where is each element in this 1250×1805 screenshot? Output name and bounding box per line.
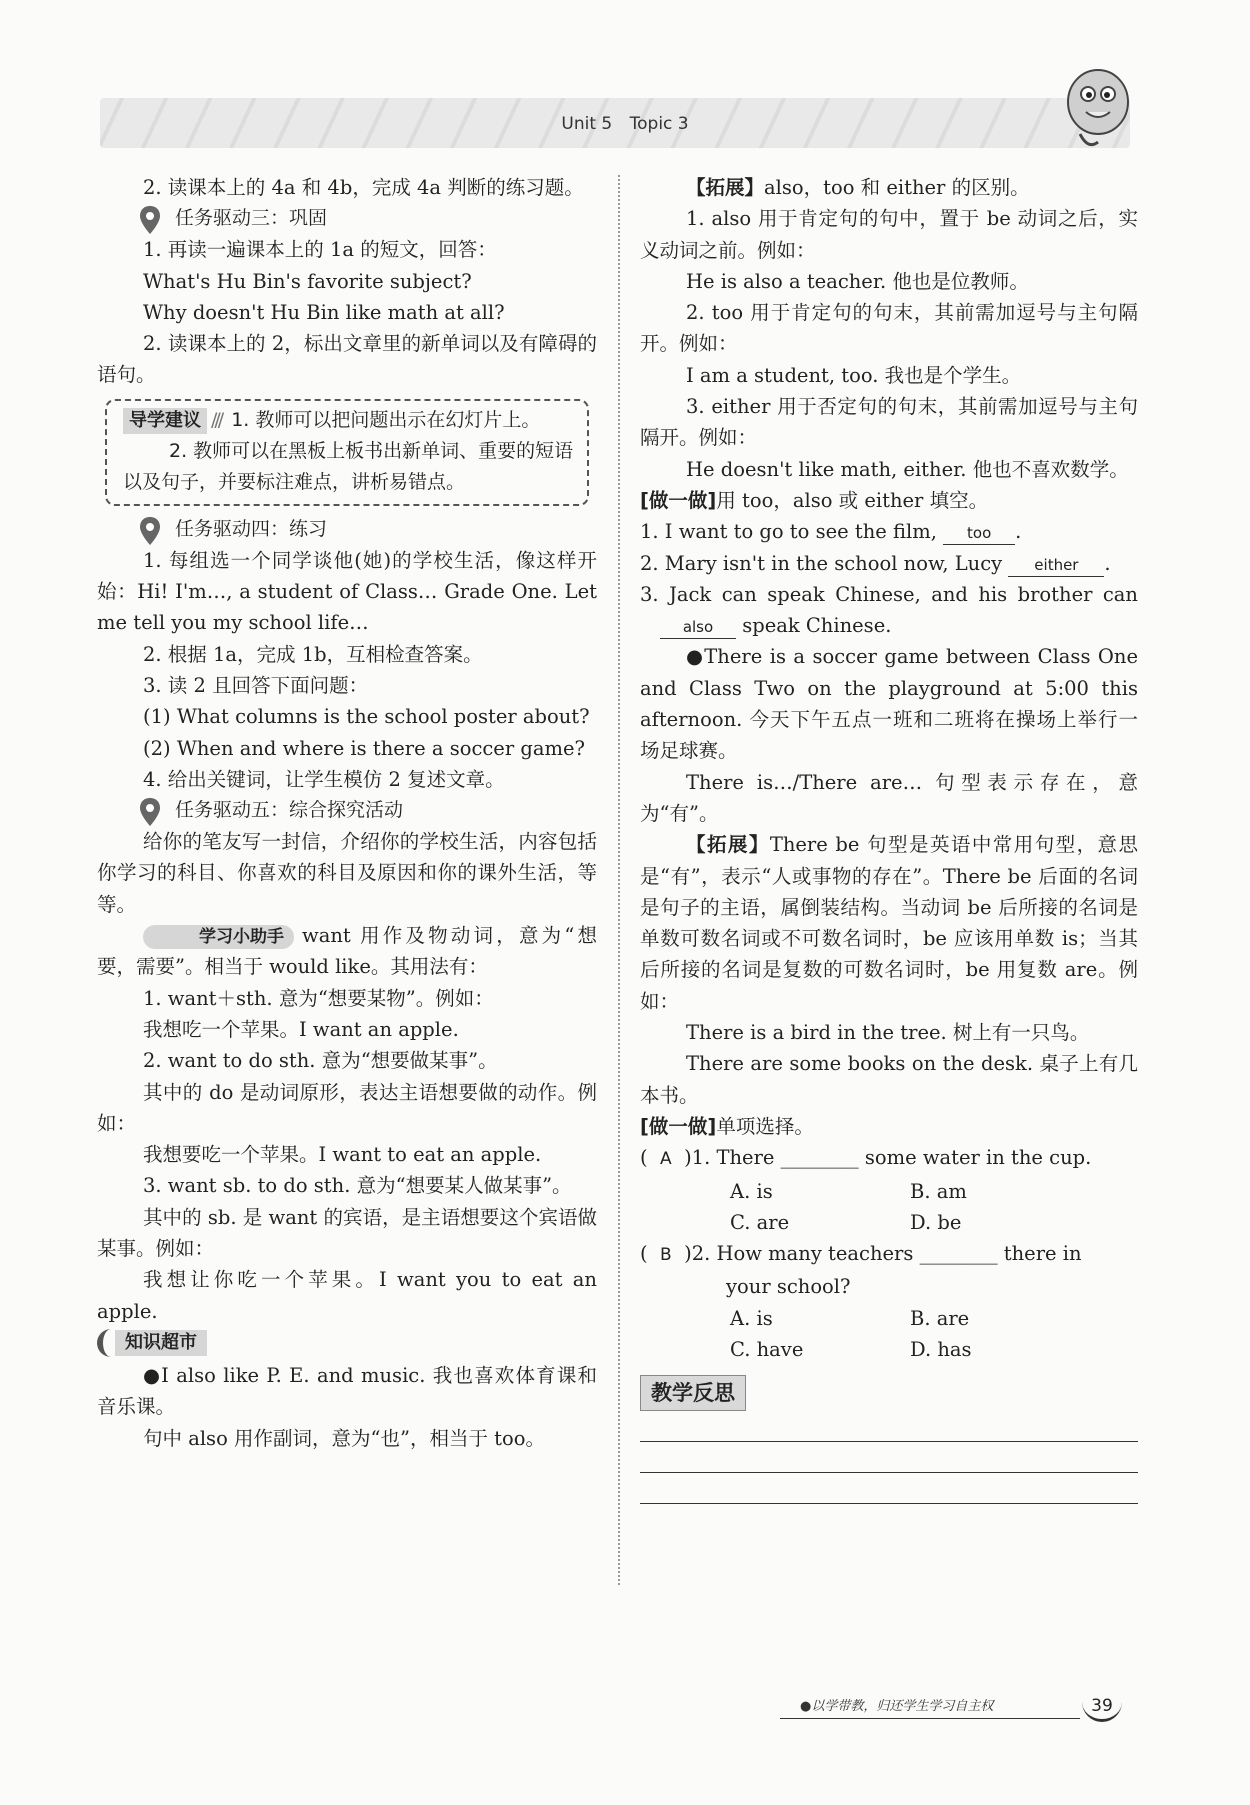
ext-title: also，too 和 either 的区别。	[764, 176, 1030, 199]
guide-tip-1: 1. 教师可以把问题出示在幻灯片上。	[231, 408, 541, 431]
choice-q1-options-row1	[640, 1176, 1138, 1207]
choice-q2-option-a: A. is	[730, 1306, 773, 1330]
helper-intro: want 用作及物动词，意为“想要，需要”。相当于 would like。其用法有：	[97, 924, 597, 979]
fill-q2-text: 2. Mary isn't in the school now, Lucy	[640, 551, 1009, 575]
ext-too: 2. too 用于肯定句的句末，其前需加逗号与主句隔开。例如：	[640, 301, 1138, 356]
ext-either: 3. either 用于否定句的句末，其前需加逗号与主句隔开。例如：	[640, 395, 1138, 450]
task-5-title: 任务驱动五：综合探究活动	[175, 799, 404, 822]
t4-item-2: 2. 根据 1a，完成 1b，互相检查答案。	[143, 642, 483, 666]
t4-item-3a: (1) What columns is the school poster about?	[143, 705, 590, 729]
helper-tag: 学习小助手	[143, 925, 294, 949]
fill-question-1: 1. I want to go to see the film, too .	[640, 520, 1022, 544]
choice-q1-option-a: A. is	[730, 1179, 773, 1203]
fill-q1-text: 1. I want to go to see the film,	[640, 520, 944, 544]
ext-also-example: He is also a teacher. 他也是位教师。	[686, 269, 1029, 293]
location-pin-icon	[139, 516, 161, 546]
reflection-line-1	[640, 1441, 1138, 1442]
helper-8: 其中的 sb. 是 want 的宾语，是主语想要这个宾语做某事。例如：	[97, 1205, 597, 1261]
soccer-sentence: ●There is a soccer game between Class One and Class Two on the playground at 5:00 this afternoon. 今天下午五点一班和二班将在操场上举行一场足球赛。	[640, 645, 1138, 763]
footer-line	[780, 1718, 1080, 1719]
topic-label: Topic 3	[629, 114, 689, 134]
choice-q2-text-line2: your school?	[726, 1275, 851, 1299]
task-4-title: 任务驱动四：练习	[175, 517, 328, 540]
exercise-2-tag: [做一做]	[640, 1114, 717, 1138]
choice-q2-options-row1	[640, 1303, 1138, 1334]
task-heading-5	[97, 795, 597, 826]
exercise-2-heading	[640, 1111, 1138, 1142]
location-pin-icon	[139, 797, 161, 827]
fill-question-3-line2	[640, 610, 1138, 641]
fill-q3-answer: also	[660, 616, 736, 639]
left-column	[97, 172, 597, 1454]
t3-item-1: 1. 再读一遍课本上的 1a 的短文，回答：	[143, 238, 497, 262]
t3-question-1: What's Hu Bin's favorite subject?	[143, 269, 472, 293]
task-heading-3	[97, 203, 597, 234]
t5-text: 给你的笔友写一封信，介绍你的学校生活，内容包括你学习的科目、你喜欢的科目及原因和你的课外生活，等等。	[97, 830, 597, 916]
market-note: 句中 also 用作副词，意为“也”，相当于 too。	[143, 1426, 545, 1450]
t4-item-4: 4. 给出关键词，让学生模仿 2 复述文章。	[143, 767, 505, 791]
exercise-2-instruction: 单项选择。	[716, 1114, 814, 1138]
ext-too-example: I am a student, too. 我也是个学生。	[686, 363, 1022, 387]
choice-q1-option-c: C. are	[730, 1210, 790, 1234]
bracket-mark-icon	[97, 1329, 113, 1357]
guide-tip-box	[105, 399, 589, 506]
exercise-1-heading	[640, 485, 1138, 516]
helper-4: 2. want to do sth. 意为“想要做某事”。	[143, 1049, 498, 1073]
ext-either-example: He doesn't like math, either. 他也不喜欢数学。	[686, 457, 1129, 481]
ext2-text: There be 句型是英语中常用句型，意思是“有”，表示“人或事物的存在”。There be 后面的名词是句子的主语，属倒装结构。当动词 be 后所接的名词是单数可数名词或不可数名词时，be 应该用单数 is；当其后所接的名词是复数的可数名词时，be 用复数 are。例如：	[640, 833, 1138, 1013]
helper-6: 我想要吃一个苹果。I want to eat an apple.	[143, 1143, 542, 1167]
choice-q1-option-d: D. be	[910, 1210, 962, 1234]
t3-question-2: Why doesn't Hu Bin like math at all?	[143, 300, 505, 324]
para-4a4b: 2. 读课本上的 4a 和 4b，完成 4a 判断的练习题。	[143, 176, 584, 199]
fill-q3-text: 3. Jack can speak Chinese, and his brother can	[640, 582, 1138, 606]
mascot-icon	[1058, 64, 1138, 154]
ext-also: 1. also 用于肯定句的句中，置于 be 动词之后，实义动词之前。例如：	[640, 207, 1138, 262]
task-heading-4	[97, 514, 597, 545]
guide-tip-2: 2. 教师可以在黑板上板书出新单词、重要的短语以及句子，并要标注难点，讲析易错点。	[123, 439, 574, 493]
column-divider	[618, 175, 620, 1585]
choice-q1-text: )1. There ________ some water in the cup.	[684, 1146, 1092, 1170]
choice-q2-options-row2	[640, 1334, 1138, 1365]
helper-7: 3. want sb. to do sth. 意为“想要某人做某事”。	[143, 1174, 572, 1198]
t4-item-1: 1. 每组选一个同学谈他(她)的学校生活，像这样开始：Hi! I'm…, a student of Class… Grade One. Let me tell you my school life…	[97, 548, 597, 635]
right-column	[640, 172, 1138, 1504]
t4-item-3b: (2) When and where is there a soccer game?	[143, 736, 585, 760]
choice-q2-option-c: C. have	[730, 1337, 804, 1361]
unit-label: Unit 5	[561, 114, 613, 134]
slash-decoration-icon: ///	[211, 408, 222, 431]
t3-item-2: 2. 读课本上的 2，标出文章里的新单词以及有障碍的语句。	[97, 332, 597, 387]
reflection-line-2	[640, 1472, 1138, 1473]
exercise-tag: [做一做]	[640, 488, 717, 512]
knowledge-market-tag: 知识超市	[115, 1330, 207, 1356]
helper-para	[97, 920, 597, 983]
fill-q3-text-end: speak Chinese.	[736, 614, 892, 638]
choice-q1-option-b: B. am	[910, 1179, 967, 1203]
choice-q1-options-row2	[640, 1207, 1138, 1238]
ext2-example-1: There is a bird in the tree. 树上有一只鸟。	[686, 1021, 1090, 1045]
reflection-line-3	[640, 1503, 1138, 1504]
teaching-reflection-tag: 教学反思	[640, 1375, 746, 1411]
there-be-note: There is…/There are… 句型表示存在，意为“有”。	[640, 770, 1138, 825]
location-pin-icon	[139, 205, 161, 235]
choice-q2-answer: B	[660, 1245, 672, 1266]
ext2-para	[640, 829, 1138, 1017]
exercise-1-instruction: 用 too，also 或 either 填空。	[716, 488, 989, 512]
page-number: 39	[1082, 1690, 1122, 1722]
helper-2: 1. want＋sth. 意为“想要某物”。例如：	[143, 986, 494, 1010]
helper-5: 其中的 do 是动词原形，表达主语想要做的动作。例如：	[97, 1080, 597, 1135]
choice-q2-text: )2. How many teachers ________ there in	[684, 1242, 1082, 1266]
choice-q1-answer: A	[660, 1149, 672, 1170]
fill-q2-answer: either	[1008, 554, 1104, 577]
choice-q2-option-b: B. are	[910, 1306, 970, 1330]
task-3-title: 任务驱动三：巩固	[175, 207, 328, 230]
choice-question-2: ( B )2. How many teachers ________ there in	[640, 1242, 1082, 1266]
knowledge-market-heading	[97, 1327, 597, 1360]
ext2-tag: 【拓展】	[686, 833, 770, 857]
fill-question-2: 2. Mary isn't in the school now, Lucy either .	[640, 551, 1111, 575]
choice-question-1: ( A )1. There ________ some water in the cup.	[640, 1146, 1092, 1170]
guide-tip-tag: 导学建议	[123, 408, 207, 434]
helper-3: 我想吃一个苹果。I want an apple.	[143, 1017, 459, 1041]
t4-item-3: 3. 读 2 且回答下面问题：	[143, 673, 369, 697]
choice-q2-option-d: D. has	[910, 1337, 972, 1361]
fill-q1-answer: too	[943, 522, 1015, 545]
market-example: ●I also like P. E. and music. 我也喜欢体育课和音乐课。	[97, 1363, 597, 1419]
ext2-example-2: There are some books on the desk. 桌子上有几本书。	[640, 1052, 1138, 1107]
footer-slogan: ●以学带教，归还学生学习自主权	[800, 1699, 994, 1714]
fill-question-3	[640, 579, 1138, 610]
ext-tag: 【拓展】	[686, 176, 765, 199]
ext-heading	[640, 172, 1138, 203]
helper-9: 我想让你吃一个苹果。I want you to eat an apple.	[97, 1268, 597, 1323]
